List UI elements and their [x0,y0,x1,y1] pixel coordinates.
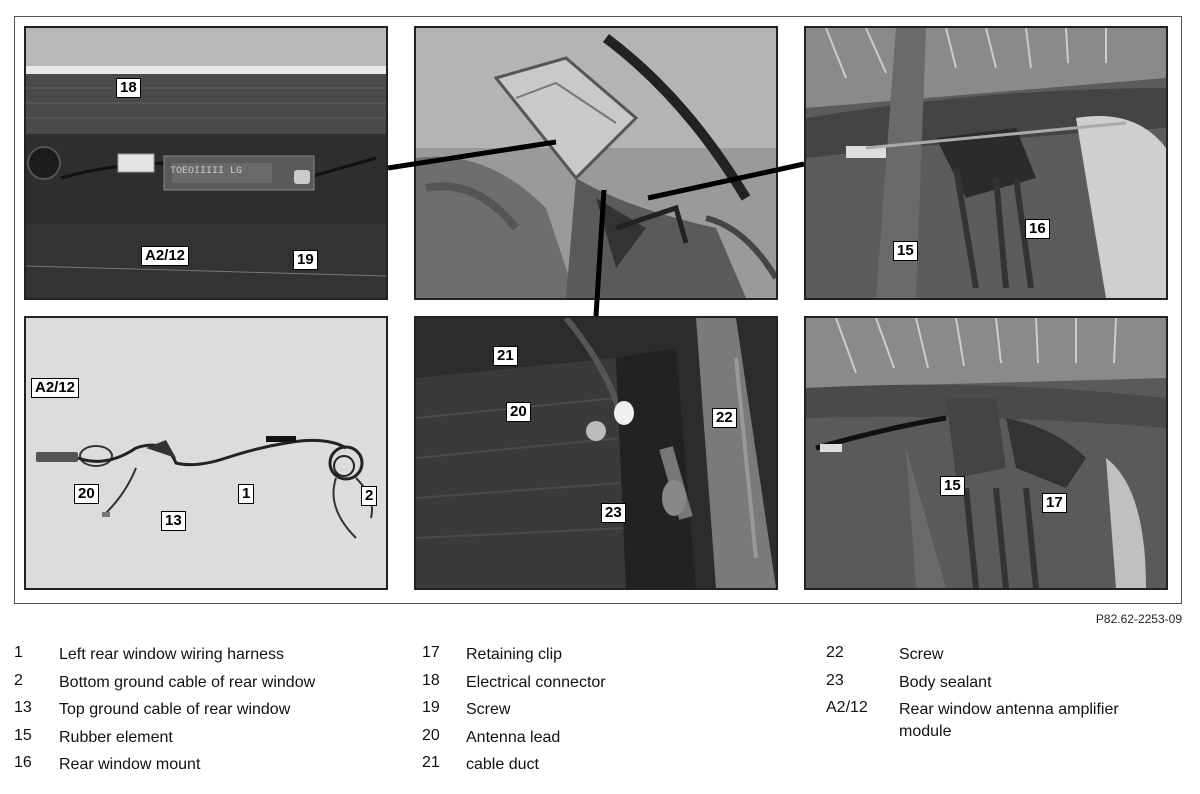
legend-key: 21 [422,754,440,771]
legend-text: Rear window antenna amplifier module [899,701,1119,740]
module-label: TOEOIIIII LG [170,166,243,177]
legend-text: Electrical connector [466,673,606,691]
legend-key: 1 [14,644,23,661]
callout-2: 2 [361,486,377,506]
legend-text: Left rear window wiring harness [59,646,284,663]
legend-text: Screw [466,701,511,718]
callout-15: 15 [893,241,918,261]
callout-A2-12: A2/12 [31,378,79,398]
callout-17: 17 [1042,493,1067,513]
legend-key: 23 [826,671,844,689]
legend-key: 20 [422,726,440,744]
legend-key: 2 [14,671,23,689]
callout-20: 20 [506,402,531,422]
legend-text: Retaining clip [466,646,563,663]
legend-key: 19 [422,699,440,716]
legend [0,644,1200,794]
callout-22: 22 [712,408,737,428]
legend-text: Bottom ground cable of rear window [59,673,316,691]
callout-23: 23 [601,503,626,523]
callout-13: 13 [161,511,186,531]
callout-16: 16 [1025,219,1050,239]
callout-18: 18 [116,78,141,98]
legend-key: 22 [826,644,844,661]
callout-A2-12: A2/12 [141,246,189,266]
callout-15: 15 [940,476,965,496]
legend-key: A2/12 [826,699,868,716]
legend-text: Top ground cable of rear window [59,701,291,718]
callout-19: 19 [293,250,318,270]
legend-key: 13 [14,699,32,716]
callout-21: 21 [493,346,518,366]
legend-text: Rear window mount [59,756,201,773]
legend-text: Antenna lead [466,728,561,746]
legend-text: Screw [899,646,944,663]
legend-key: 18 [422,671,440,689]
legend-text: cable duct [466,756,539,773]
legend-key: 16 [14,754,32,771]
callout-1: 1 [238,484,254,504]
legend-text: Rubber element [59,728,173,746]
legend-key: 15 [14,726,32,744]
legend-key: 17 [422,644,440,661]
legend-text: Body sealant [899,673,992,691]
callout-20: 20 [74,484,99,504]
figure-code: P82.62-2253-09 [1095,612,1182,626]
